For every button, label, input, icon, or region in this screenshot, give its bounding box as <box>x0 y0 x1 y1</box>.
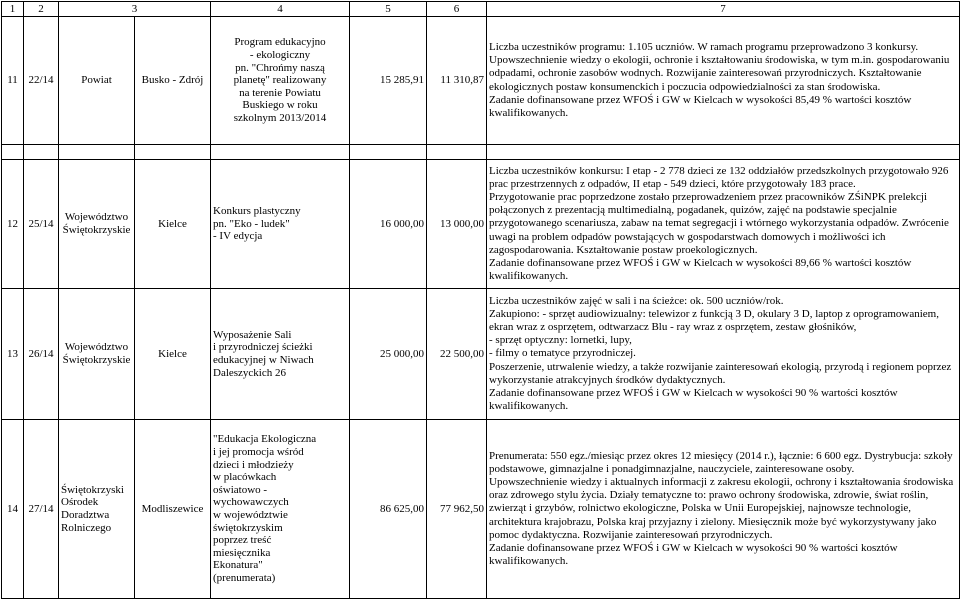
row-ref: 27/14 <box>24 420 59 599</box>
header-row <box>2 2 960 17</box>
row-cost: 16 000,00 <box>350 160 427 289</box>
header-cell: 6 <box>427 2 487 17</box>
table-row <box>2 289 960 420</box>
row-grant: 13 000,00 <box>427 160 487 289</box>
row-program: "Edukacja Ekologiczna i jej promocja wśród dzieci i młodzieży w placówkach oświatowo - wychowawczych w województwie świętokrzyskim poprzez treść miesięcznika Ekonatura" (prenumerata) <box>211 420 350 599</box>
row-grant: 77 962,50 <box>427 420 487 599</box>
row-location: Modliszewice <box>135 420 211 599</box>
row-description: Liczba uczestników konkursu: I etap - 2 778 dzieci ze 132 oddziałów przedszkolnych przygotowało 926 prac przestrzennych z odpadów, II etap - 549 dzieci, które przygotowały 183 prace. Przygotowanie prac poprzedzone zostało przeprowadzeniem przez pracowników ZŚiNPK prelekcji połączonych z prezentacją multimedialną, pogadanek, quizów, zajęć na podstawie specjalnie przygotowanego scenariusza, zabaw na temat segregacji i wtórnego wykorzystania odpadów. Zwrócenie uwagi na problem odpadów powstających w gospodarstwach domowych i możliwości ich zagospodarowania. Kształtowanie postaw proekologicznych. Zadanie dofinansowane przez WFOŚ i GW w Kielcach w wysokości 89,66 % wartości kosztów kwalifikowanych. <box>487 160 960 289</box>
row-location: Busko - Zdrój <box>135 17 211 145</box>
row-grant: 22 500,00 <box>427 289 487 420</box>
row-ref: 22/14 <box>24 17 59 145</box>
row-number: 13 <box>2 289 24 420</box>
row-program: Wyposażenie Sali i przyrodniczej ścieżki edukacyjnej w Niwach Daleszyckich 26 <box>211 289 350 420</box>
row-program: Program edukacyjno - ekologiczny pn. "Chrońmy naszą planetę" realizowany na terenie Powiatu Buskiego w roku szkolnym 2013/2014 <box>211 17 350 145</box>
row-cost: 15 285,91 <box>350 17 427 145</box>
row-number: 11 <box>2 17 24 145</box>
table-row <box>2 420 960 599</box>
row-applicant: Województwo Świętokrzyskie <box>59 160 135 289</box>
row-cost: 25 000,00 <box>350 289 427 420</box>
row-applicant: Powiat <box>59 17 135 145</box>
row-applicant: Świętokrzyski Ośrodek Doradztwa Rolniczego <box>59 420 135 599</box>
row-number: 14 <box>2 420 24 599</box>
grants-table <box>1 1 960 599</box>
row-grant: 11 310,87 <box>427 17 487 145</box>
row-description: Liczba uczestników programu: 1.105 uczniów. W ramach programu przeprowadzono 3 konkursy. Upowszechnienie wiedzy o ekologii, ochronie i kształtowaniu środowiska, w tym m.in. gospodarowaniu odpadami, ochronie zasobów wodnych. Rozwijanie zainteresowań przyrodniczych. Kształtowanie ekologicznych postaw konsumenckich i poczucia odpowiedzialności za stan środowiska. Zadanie dofinansowane przez WFOŚ i GW w Kielcach w wysokości 85,49 % wartości kosztów kwalifikowanych. <box>487 17 960 145</box>
row-number: 12 <box>2 160 24 289</box>
table-row <box>2 17 960 145</box>
row-program: Konkurs plastyczny pn. "Eko - ludek" - IV edycja <box>211 160 350 289</box>
row-ref: 26/14 <box>24 289 59 420</box>
row-description: Liczba uczestników zajęć w sali i na ścieżce: ok. 500 uczniów/rok. Zakupiono: - sprzęt audiowizualny: telewizor z funkcją 3 D, okulary 3 D, laptop z oprogramowaniem, ekran wraz z osprzętem, odtwarzacz Blu - ray wraz z osprzętem, zestaw głośników, - sprzęt optyczny: lornetki, lupy, - filmy o tematyce przyrodniczej. Poszerzenie, utrwalenie wiedzy, a także rozwijanie zainteresowań ekologią, przyrodą i regionem poprzez wykorzystanie atrakcyjnych środków dydaktycznych. Zadanie dofinansowane przez WFOŚ i GW w Kielcach w wysokości 90 % wartości kosztów kwalifikowanych. <box>487 289 960 420</box>
header-cell: 4 <box>211 2 350 17</box>
table-row <box>2 160 960 289</box>
header-cell: 1 <box>2 2 24 17</box>
header-cell: 3 <box>59 2 211 17</box>
row-cost: 86 625,00 <box>350 420 427 599</box>
header-cell: 5 <box>350 2 427 17</box>
header-cell: 2 <box>24 2 59 17</box>
row-applicant: Województwo Świętokrzyskie <box>59 289 135 420</box>
row-location: Kielce <box>135 160 211 289</box>
row-location: Kielce <box>135 289 211 420</box>
header-cell: 7 <box>487 2 960 17</box>
row-description: Prenumerata: 550 egz./miesiąc przez okres 12 miesięcy (2014 r.), łącznie: 6 600 egz. Dystrybucja: szkoły podstawowe, gimnazjalne i ponadgimnazjalne, nauczyciele, zainteresowane osoby. Upowszechnienie wiedzy i aktualnych informacji z zakresu ekologii, ochrony i kształtowania środowiska oraz zdrowego stylu życia. Działy tematyczne to: prawo ochrony środowiska, zdrowie, świat roślin, zwierząt i grzybów, rolnictwo ekologiczne, Polska w Unii Europejskiej, najnowsze technologie, architektura krajobrazu, Polska kraj przyjazny i zielony. Miesięcznik może być wykorzystywany jako pomoc dydaktyczna. Rozwijanie zainteresowań przyrodniczych. Zadanie dofinansowane przez WFOŚ i GW w Kielcach w wysokości 90 % wartości kosztów kwalifikowanych. <box>487 420 960 599</box>
spacer-row <box>2 145 960 160</box>
row-ref: 25/14 <box>24 160 59 289</box>
